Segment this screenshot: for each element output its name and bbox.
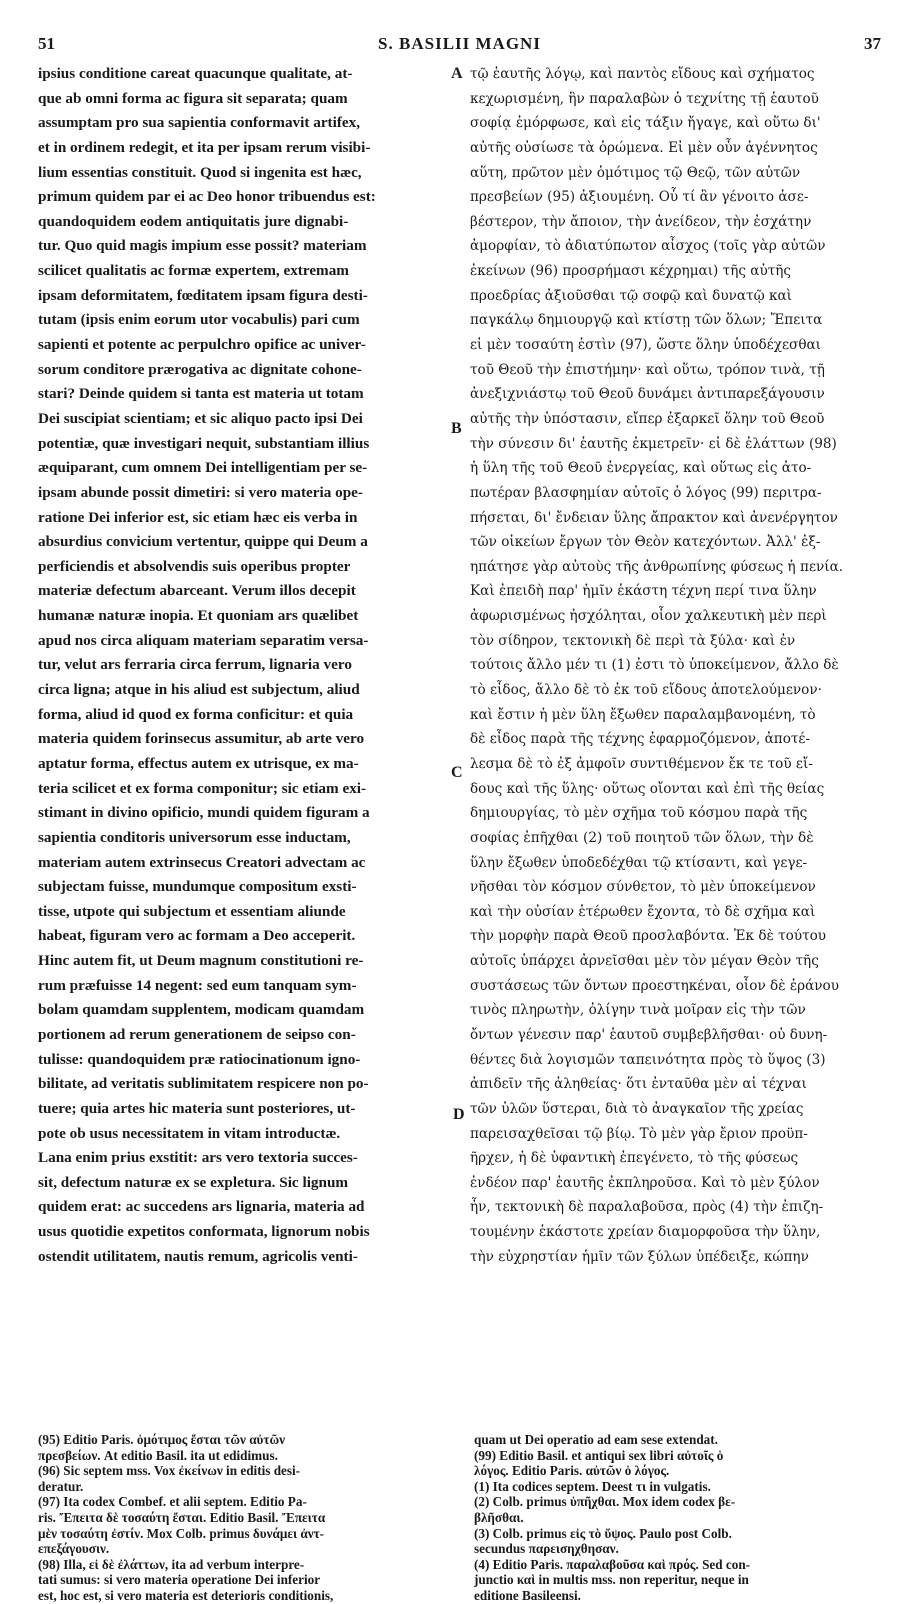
footnotes-left [38, 1432, 446, 1604]
greek-text-line: ηπάτησε γὰρ αὐτοὺς τῆς ἀνθρωπίνης φύσεως ἡ πενία. [470, 558, 844, 575]
latin-text-line: Dei suscipiat scientiam; et sic aliquo pacto ipsi Dei [38, 409, 363, 427]
greek-text-line: ὄντων γένεσιν παρ' ἑαυτοῦ συμβεβλῆσθαι· οὐ δυνη- [470, 1026, 828, 1043]
footnote-line: est, hoc est, si vero materia est deterioris conditionis, [38, 1587, 334, 1603]
latin-text-line: æquiparant, cum omnem Dei intelligentiam per se- [38, 459, 368, 477]
greek-text-line: πωτέραν βλασφημίαν αὐτοῖς ὁ λόγος (99) περιτρα- [470, 484, 822, 501]
latin-text-line: tur, velut ars ferraria circa ferrum, lignaria vero [38, 656, 352, 674]
greek-text-line: ἐκείνων (96) προσρήμασι κέχρημαι) τῆς αὐτῆς [470, 263, 791, 280]
footnote-line: tati sumus: si vero materia operatione Dei inferior [38, 1572, 321, 1588]
greek-text-line: καὶ τὴν οὐσίαν ἑτέρωθεν ἔχοντα, τὸ δὲ σχῆμα καὶ [470, 903, 816, 920]
footnote-line: λόγος. Editio Paris. αὐτῶν ὁ λόγος. [474, 1463, 670, 1479]
greek-text-line: τοῦ Θεοῦ τὴν ἐπιστήμην· καὶ οὕτω, τρόπον τινὰ, τῇ [470, 361, 825, 378]
footnote-line: (97) Ita codex Combef. et alii septem. Editio Pa- [38, 1494, 307, 1510]
greek-text-line: τὴν μορφὴν παρὰ Θεοῦ προσλαβόντα. Ἐκ δὲ τούτου [470, 928, 827, 945]
footnote-line: (96) Sic septem mss. Vox ἐκείνων in editis desi- [38, 1463, 301, 1479]
latin-text-line: ostendit utilitatem, nautis remum, agricolis venti- [38, 1247, 358, 1265]
greek-text-line: σοφίας ἐπῆχθαι (2) τοῦ ποιητοῦ τῶν ὅλων, τὴν δὲ [470, 829, 814, 846]
page-number-right: 37 [864, 34, 881, 53]
latin-text-line: bolam quamdam supplentem, modicam quamdam [38, 1001, 365, 1019]
footnote-line: (1) Ita codices septem. Deest τι in vulgatis. [474, 1478, 711, 1494]
latin-text-line: ratione Dei inferior est, sic etiam hæc eis verba in [38, 508, 358, 526]
footnotes-right [474, 1432, 884, 1604]
greek-text-line: τῶν ὑλῶν ὕστεραι, διὰ τὸ ἀναγκαῖον τῆς χρείας [470, 1100, 804, 1117]
latin-text-line: sorum conditore prærogativa ac dignitate cohone- [38, 360, 362, 378]
latin-text-line: rum præfuisse 14 negent: sed eum tanquam sym- [38, 976, 357, 994]
latin-text-line: lium essentias constituit. Quod si ingenita est hæc, [38, 163, 362, 181]
footnote-line: junctio καὶ in multis mss. non reperitur, neque in [474, 1572, 749, 1588]
greek-text-line: προεδρίας ἀξιοῦσθαι τῷ σοφῷ καὶ δυνατῷ καὶ [470, 287, 792, 304]
greek-text-line: καὶ ἔστιν ἡ μὲν ὕλη ἔξωθεν παραλαμβανομένη, τὸ [470, 706, 816, 723]
greek-text-line: συστάσεως τῶν ὄντων προεστηκέναι, οἷον δὲ ἐράνου [470, 977, 840, 994]
latin-text-line: ipsam deformitatem, fœditatem ipsam figura desti- [38, 286, 368, 304]
greek-text-line: λεσμα δὲ τὸ ἐξ ἀμφοῖν συντιθέμενον ἔκ τε τοῦ εἴ- [470, 755, 813, 772]
latin-text-line: ipsius conditione careat quacunque qualitate, at- [38, 65, 353, 82]
latin-text-line: apud nos circa aliquam materiam separatim versa- [38, 631, 369, 649]
greek-text-line: Καὶ ἐπειδὴ παρ' ἡμῖν ἑκάστη τέχνη περί τινα ὕλην [470, 583, 817, 600]
footnote-line: (95) Editio Paris. ὁμότιμος ἔσται τῶν αὐτῶν [38, 1432, 286, 1447]
greek-text-line: κεχωρισμένη, ἣν παραλαβὼν ὁ τεχνίτης τῇ ἑαυτοῦ [470, 90, 819, 107]
greek-text-line: τινὸς πληρωτὴν, ὀλίγην τινὰ μοῖραν εἰς τὴν τῶν [470, 1002, 806, 1019]
greek-text-line: νῆσθαι τὸν κόσμον σύνθετον, τὸ μὲν ὑποκείμενον [470, 879, 816, 896]
latin-text-line: subjectam fuisse, mundumque compositum exsti- [38, 878, 357, 896]
footnote-line: (4) Editio Paris. παραλαβοῦσα καὶ πρός. Sed con- [474, 1556, 751, 1572]
greek-text-line: ἀμορφίαν, τὸ ἀδιατύπωτον αἶσχος (τοῖς γὰρ αὐτῶν [470, 238, 826, 255]
greek-text-line: τῶν οἰκείων ἔργων τὸν Θεὸν κατεχόντων. Ἀλλ' ἐξ- [470, 534, 821, 551]
greek-text-line: δους καὶ τῆς ὕλης· οὕτως οἴονται καὶ ἐπὶ τῆς θείας [470, 780, 825, 797]
latin-text-line: materia quidem forinsecus assumitur, ab arte vero [38, 730, 365, 748]
greek-text-line: πήσεται, δι' ἔνδειαν ὕλης ἄπρακτον καὶ ἀνενέργητον [470, 509, 838, 526]
latin-text-line: stimant in divino opificio, mundi quidem figuram a [38, 804, 370, 822]
running-title: S. BASILII MAGNI [378, 34, 541, 53]
latin-text-line: Lana enim prius exstitit: ars vero textoria succes- [38, 1149, 358, 1167]
footnote-line: πρεσβείων. At editio Basil. ita ut edidimus. [38, 1447, 278, 1463]
latin-text-line: sit, defectum naturæ ex se expletura. Sic lignum [38, 1173, 349, 1191]
latin-text-line: tulisse: quandoquidem præ ratiocinationum igno- [38, 1050, 361, 1068]
latin-text-line: tisse, utpote qui subjectum et essentiam aliunde [38, 902, 346, 920]
latin-text-line: scilicet qualitatis ac formæ expertem, extremam [38, 262, 349, 280]
footnote-line: βλῆσθαι. [474, 1509, 524, 1525]
latin-text-line: ipsam abunde possit dimetiri: si vero materia ope- [38, 483, 363, 501]
greek-text-line: αὕτη, πρῶτον μὲν ὁμότιμος τῷ Θεῷ, τῶν αὐτῶν [470, 164, 801, 181]
latin-text-line: teria scilicet et ex forma componitur; sic etiam exi- [38, 779, 367, 797]
latin-text-line: Hinc autem fit, ut Deum magnum constitutioni re- [38, 952, 364, 970]
latin-text-line: materiæ defectum abarceant. Verum illos decepit [38, 582, 356, 600]
footnote-line: (98) Illa, εἰ δὲ ἐλάττων, ita ad verbum interpre- [38, 1556, 305, 1572]
greek-text-line: ἀνεξιχνιάστῳ τοῦ Θεοῦ δυνάμει ἀντιπαρεξάγουσιν [470, 386, 825, 403]
latin-text-line: que ab omni forma ac figura sit separata; quam [38, 89, 348, 107]
greek-text-line: τὴν εὐχρηστίαν ἡμῖν τῶν ξύλων ὑπέδειξε, κώπην [470, 1248, 809, 1265]
greek-text-line: αὐτῆς οὐσίωσε τὰ ὁρώμενα. Εἰ μὲν οὖν ἀγέννητος [470, 139, 818, 156]
footnote-line: επεξάγουσιν. [38, 1541, 110, 1557]
greek-text-line: ἀφωρισμένως ἠσχόληται, οἷον χαλκευτικὴ μὲν περὶ [470, 608, 827, 625]
greek-text-line: ἀπιδεῖν τῆς ἀληθείας· ὅτι ἐνταῦθα μὲν αἱ τέχναι [470, 1076, 807, 1093]
latin-text-line: sapientia conditoris universorum esse inductam, [38, 828, 351, 846]
greek-text-line: τὴν σύνεσιν δι' ἑαυτῆς ἐκμετρεῖν· εἰ δὲ ἐλάττων (98) [470, 435, 837, 452]
footnote-line: ris. Ἔπειτα δὲ τοσαύτη ἔσται. Editio Basil. Ἔπειτα [38, 1509, 326, 1525]
footnote-line: μὲν τοσαύτη ἐστίν. Mox Colb. primus δυνάμει ἀντ- [38, 1525, 325, 1541]
greek-text-line: ἦν, τεκτονικὴ δὲ παραλαβοῦσα, πρὸς (4) τὴν ἐπιζη- [470, 1199, 824, 1216]
footnote-line: deratur. [38, 1478, 84, 1494]
greek-text-line: ὕλην ἔξωθεν ὑποδεδέχθαι τῷ κτίσαντι, καὶ γεγε- [470, 854, 808, 871]
latin-text-line: bilitate, ad veritatis sublimitatem respicere non po- [38, 1075, 369, 1093]
greek-text-line: τῷ ἑαυτῆς λόγῳ, καὶ παντὸς εἴδους καὶ σχήματος [470, 66, 815, 82]
latin-text-line: absurdius convicium vertentur, quippe qui Deum a [38, 533, 368, 551]
greek-column [470, 62, 880, 1269]
latin-text-line: circa ligna; atque in his aliud est subjectum, aliud [38, 681, 360, 699]
footnote-line: editione Basileensi. [474, 1587, 581, 1603]
latin-text-line: usus quotidie expetitos conformata, lignorum nobis [38, 1223, 370, 1241]
latin-text-line: sapienti et potente ac perpulchro opifice ac univer- [38, 336, 366, 354]
greek-text-line: ἡ ὕλη τῆς τοῦ Θεοῦ ἐνεργείας, καὶ οὕτως εἰς ἀτο- [470, 460, 812, 477]
latin-text-line: forma, aliud id quod ex forma conficitur: et quia [38, 705, 354, 723]
footnote-line: (2) Colb. primus ὑπῆχθαι. Mox idem codex βε- [474, 1494, 736, 1510]
greek-text-line: παγκάλῳ δημιουργῷ καὶ κτίστῃ τῶν ὅλων; Ἔπειτα [470, 312, 823, 329]
latin-text-line: humanæ naturæ inopia. Et quoniam ars quælibet [38, 607, 359, 625]
greek-text-line: δὲ εἶδος παρὰ τῆς τέχνης ἐφαρμοζόμενον, ἀποτέ- [470, 731, 811, 748]
greek-text-line: αὐτῆς τὴν ὑπόστασιν, εἴπερ ἐξαρκεῖ ὅλην τοῦ Θεοῦ [470, 410, 825, 427]
footnote-line: secundus παρεισηχθησαν. [474, 1541, 619, 1557]
greek-text-line: δημιουργίας, τὸ μὲν σχῆμα τοῦ κόσμου παρὰ τῆς [470, 805, 808, 822]
section-marker-c: C [451, 764, 463, 781]
latin-text-line: tur. Quo quid magis impium esse possit? materiam [38, 237, 367, 255]
greek-text-line: θέντες διὰ λογισμῶν ταπεινότητα πρὸς τὸ ὕψος (3) [470, 1051, 826, 1068]
greek-text-line: τὸν σίδηρον, τεκτονικὴ δὲ περὶ τὰ ξύλα· καὶ ἐν [470, 632, 796, 649]
greek-text-line: παρεισαχθεῖσαι τῷ βίῳ. Τὸ μὲν γὰρ ἔριον προϋπ- [470, 1125, 808, 1142]
greek-text-line: τὸ εἶδος, ἄλλο δὲ τὸ ἐκ τοῦ εἴδους ἀποτελούμενον· [470, 682, 822, 699]
section-marker-b: B [451, 420, 462, 437]
greek-text-line: τούτοις ἄλλο μέν τι (1) ἐστι τὸ ὑποκείμενον, ἄλλο δὲ [470, 657, 839, 674]
greek-text-line: τουμένην ἑκάστοτε χρείαν διαμορφοῦσα τὴν ὕλην, [470, 1224, 821, 1241]
latin-text-line: tutam (ipsis enim eorum utor vocabulis) pari cum [38, 311, 360, 329]
latin-text-line: stari? Deinde quidem si tanta est materia ut totam [38, 385, 364, 403]
latin-text-line: assumptam pro sua sapientia conformavit artifex, [38, 114, 361, 132]
page-header [38, 34, 881, 60]
latin-text-line: primum quidem par ei ac Deo honor tribuendus est: [38, 188, 376, 206]
page-number-left: 51 [38, 34, 55, 53]
greek-text-line: σοφίᾳ ἐμόρφωσε, καὶ εἰς τάξιν ἤγαγε, καὶ οὕτω δι' [470, 115, 821, 132]
greek-text-line: ῆρχεν, ἡ δὲ ὑφαντικὴ ἐπεγένετο, τὸ τῆς φύσεως [470, 1150, 799, 1167]
latin-text-line: aptatur forma, effectus autem ex utrisque, ex ma- [38, 754, 359, 772]
latin-text-line: portionem ad rerum generationem de seipso con- [38, 1025, 356, 1043]
latin-text-line: tuere; quia artes hic materia sunt posteriores, ut- [38, 1099, 356, 1117]
section-marker-a: A [451, 65, 463, 82]
latin-text-line: et in ordinem redegit, et ita per ipsam rerum visibi- [38, 138, 371, 156]
greek-text-line: εἰ μὲν τοσαύτη ἐστὶν (97), ὥστε ὅλην ὑποδέχεσθαι [470, 337, 822, 354]
latin-text-line: materiam autem extrinsecus Creatori advectam ac [38, 853, 366, 871]
latin-text-line: perficiendis et absolvendis suis operibus propter [38, 557, 351, 575]
latin-text-line: quandoquidem eodem antiquitatis jure dignabi- [38, 212, 349, 230]
latin-column [38, 62, 446, 1269]
latin-text-line: pote ob usus necessitatem in vitam introductæ. [38, 1124, 341, 1142]
greek-text-line: αὐτοῖς ὑπάρχει ἀρνεῖσθαι μὲν τὸν μέγαν Θεὸν τῆς [470, 953, 819, 970]
section-marker-d: D [453, 1106, 465, 1123]
greek-text-line: ἐνδέον παρ' ἑαυτῆς ἐκπληροῦσα. Καὶ τὸ μὲν ξύλον [470, 1174, 820, 1191]
footnote-line: (3) Colb. primus εἰς τὸ ὕψος. Paulo post Colb. [474, 1525, 732, 1541]
footnote-line: (99) Editio Basil. et antiqui sex libri αὐτοῖς ὁ [474, 1447, 724, 1463]
latin-text-line: potentiæ, quæ investigari nequit, substantiam illius [38, 434, 370, 452]
greek-text-line: βέστερον, τὴν ἄποιον, τὴν ἀνείδεον, τὴν ἐσχάτην [470, 213, 812, 230]
latin-text-line: habeat, figuram vero ac formam a Deo acceperit. [38, 927, 356, 945]
latin-text-line: quidem erat: ac succedens ars lignaria, materia ad [38, 1198, 365, 1216]
footnote-line: quam ut Dei operatio ad eam sese extendat. [474, 1432, 718, 1447]
greek-text-line: πρεσβείων (95) ἀξιουμένη. Οὗ τί ἂν γένοιτο ἀσε- [470, 189, 809, 206]
